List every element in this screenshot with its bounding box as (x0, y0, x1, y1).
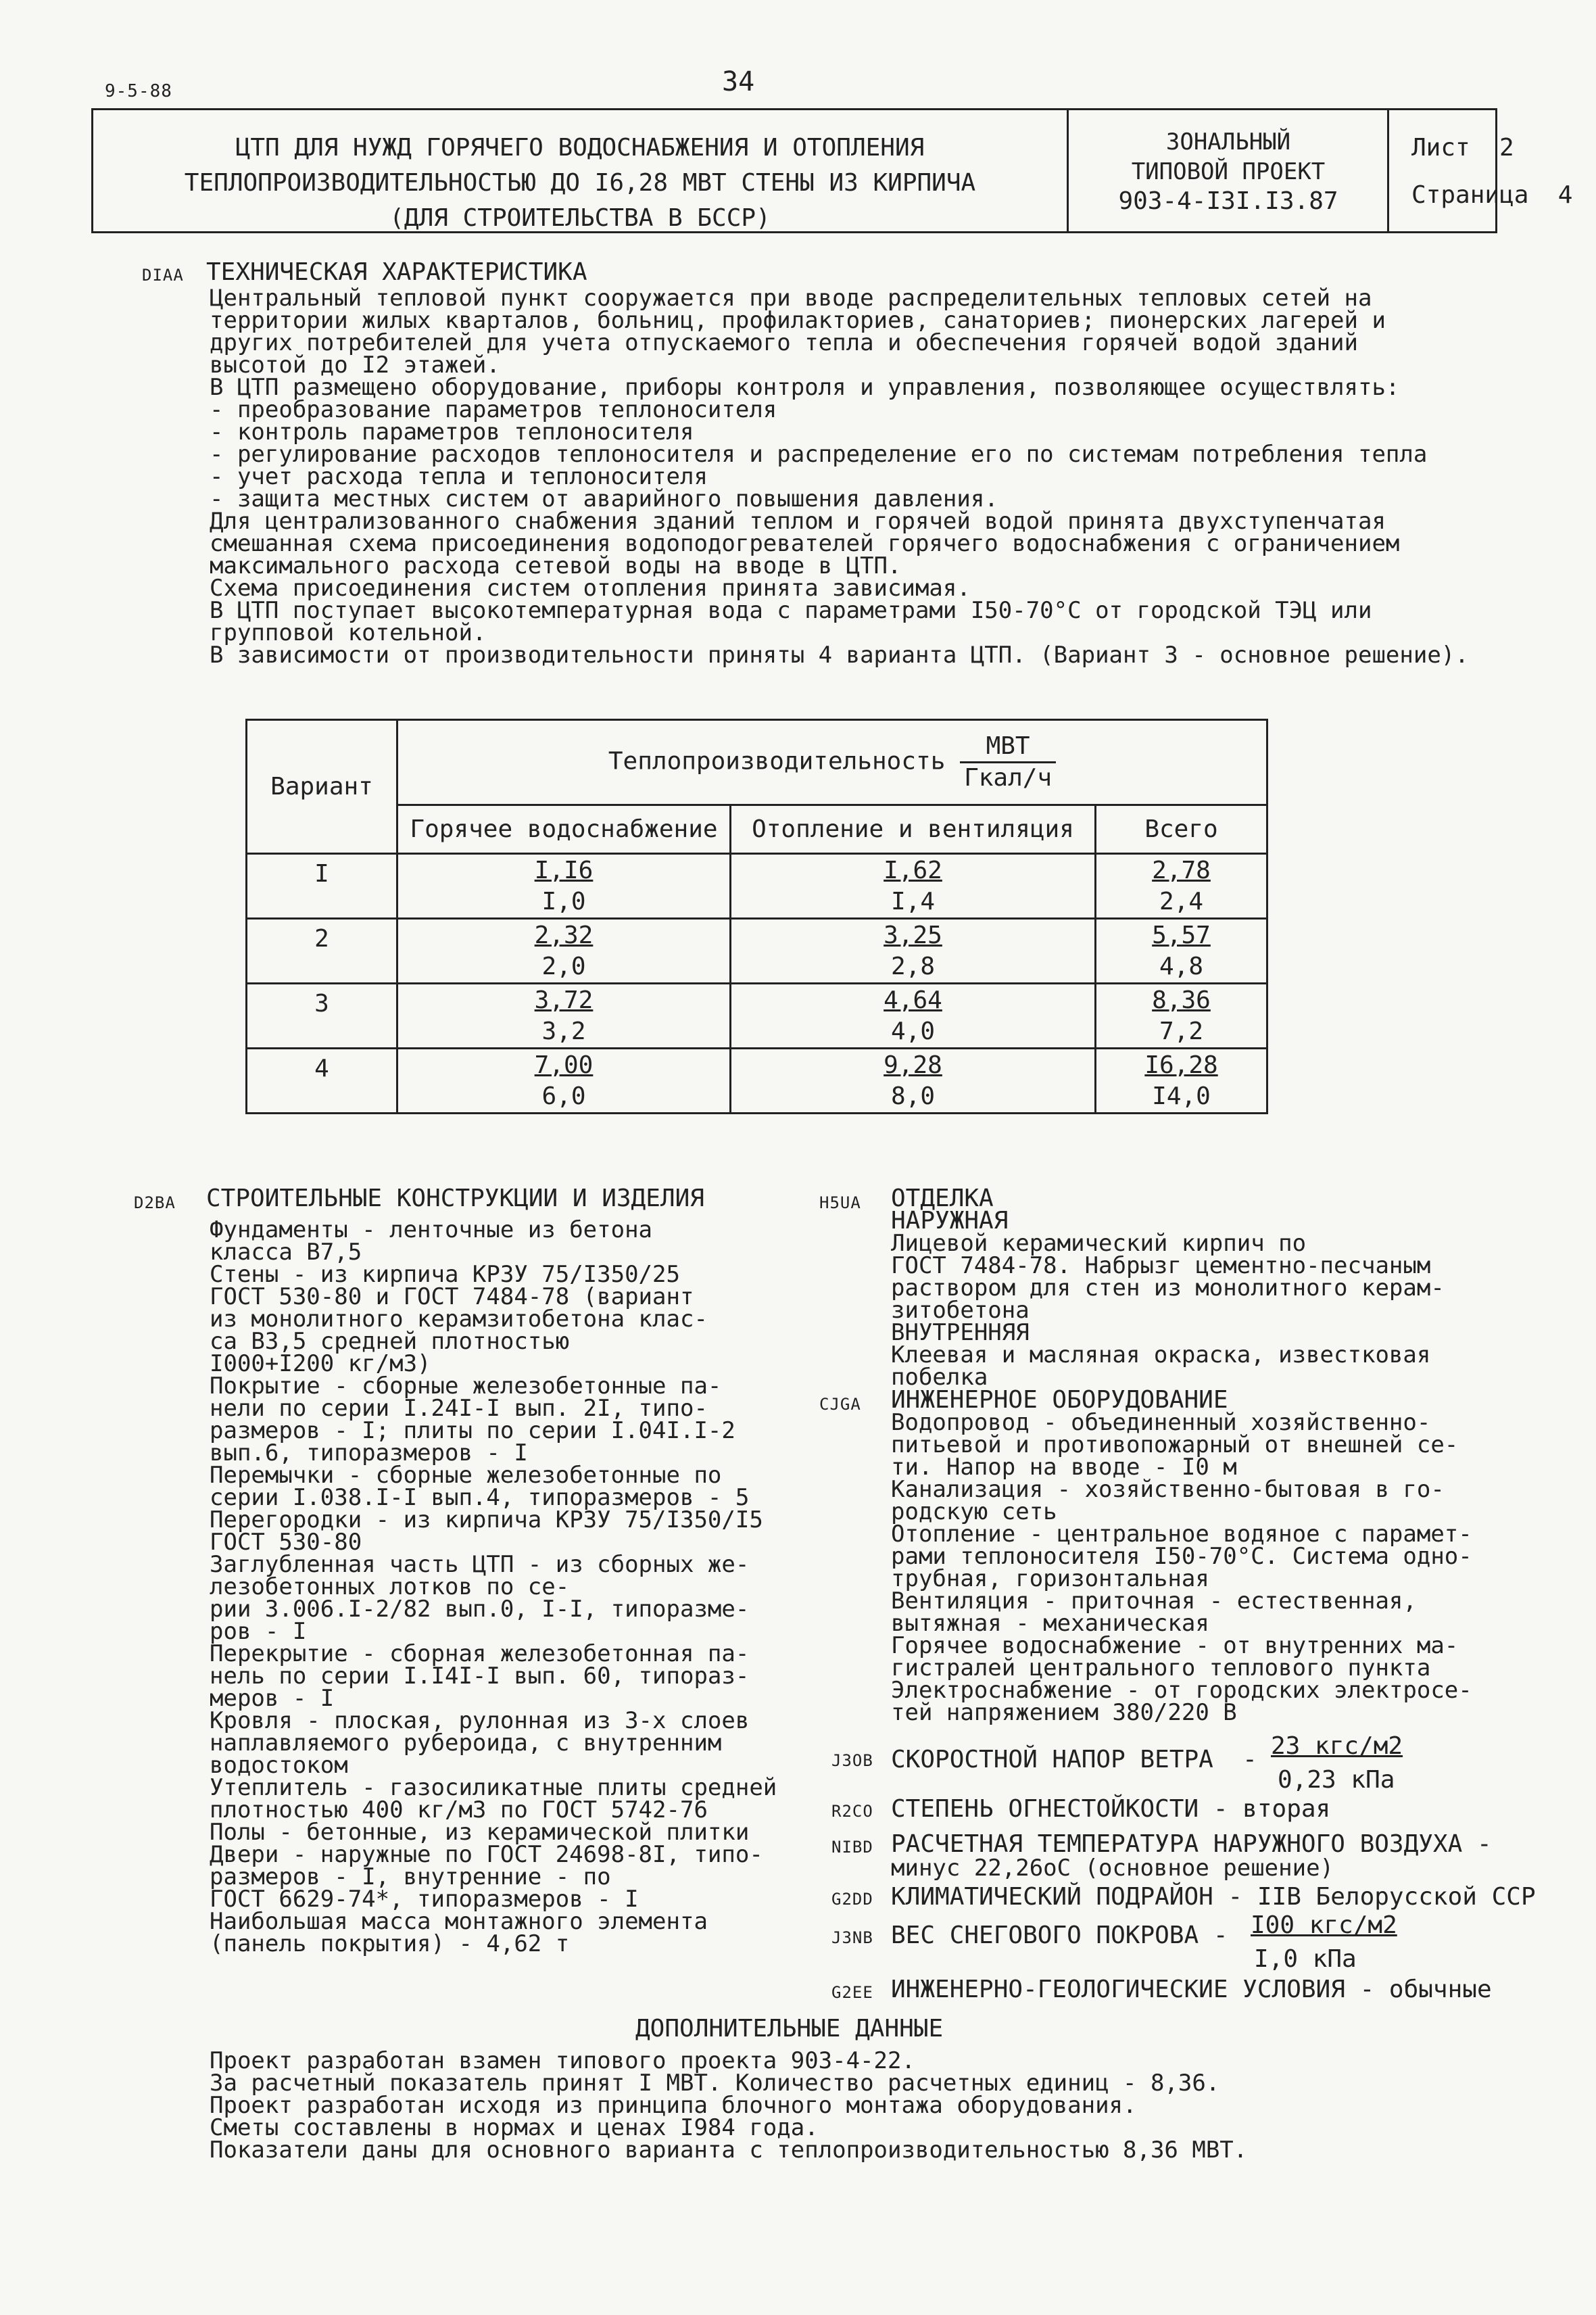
text-line: ти. Напор на вводе - I0 м (891, 1454, 1237, 1481)
text-line: Кровля - плоская, рулонная из 3-х слоев (210, 1707, 750, 1734)
engineering-list (891, 1409, 1472, 1726)
text-line: смешанная схема присоединения водоподогревателей горячего водоснабжения с ограничением (210, 530, 1400, 557)
variant-cell: 4 (247, 1049, 397, 1114)
hw-mw: 2,32 (534, 921, 594, 949)
text-line: В ЦТП размещено оборудование, приборы контроля и управления, позволяющее осуществлять: (210, 374, 1400, 401)
section-code-2: D2BA (134, 1193, 176, 1212)
text-line: из монолитного керамзитобетона клас- (210, 1306, 708, 1333)
hw-mw: 7,00 (534, 1051, 594, 1079)
total-gcal: 7,2 (1159, 1017, 1204, 1045)
text-line: Горячее водоснабжение - от внутренних ма- (891, 1632, 1459, 1659)
total-gcal: 4,8 (1159, 952, 1204, 980)
capacity-table (245, 719, 1268, 1114)
hw-mw: 3,72 (534, 986, 594, 1014)
text-line: Электроснабжение - от городских электросе- (891, 1677, 1472, 1704)
param-wind-bottom: 0,23 кПа (1278, 1766, 1395, 1794)
text-line: Показатели даны для основного варианта с теплопроизводительностью 8,36 МВТ. (210, 2137, 1248, 2164)
text-line: рами теплоносителя I50-70°С. Система одно- (891, 1543, 1472, 1570)
total-cell (1096, 1049, 1267, 1114)
unit-top: МВТ (960, 732, 1056, 763)
title-line-3: (ДЛЯ СТРОИТЕЛЬСТВА В БССР) (389, 204, 771, 232)
text-line: Стены - из кирпича КРЗУ 75/I350/25 (210, 1261, 680, 1288)
param-wind-top: 23 кгс/м2 (1271, 1732, 1403, 1760)
title-block (91, 108, 1573, 233)
param-geo-label: ИНЖЕНЕРНО-ГЕОЛОГИЧЕСКИЕ УСЛОВИЯ - обычные (891, 1976, 1492, 2003)
param-code-climate: G2DD (831, 1890, 873, 1909)
text-line: групповой котельной. (210, 619, 487, 646)
heat-cell (731, 1049, 1096, 1114)
param-snow-bottom: I,0 кПа (1254, 1945, 1357, 1973)
additional-heading: ДОПОЛНИТЕЛЬНЫЕ ДАННЫЕ (635, 2015, 944, 2043)
text-line: Отопление - центральное водяное с парамет- (891, 1521, 1472, 1548)
project-type (1069, 127, 1387, 216)
page-number: 34 (722, 66, 755, 97)
text-line: За расчетный показатель принят I МВТ. Количество расчетных единиц - 8,36. (210, 2070, 1220, 2097)
total-gcal: 2,4 (1159, 887, 1204, 915)
text-line: родскую сеть (891, 1498, 1057, 1525)
text-line: зитобетона (891, 1297, 1030, 1324)
text-line: раствором для стен из монолитного керам- (891, 1274, 1445, 1302)
project-type-line-1: ЗОНАЛЬНЫЙ (1165, 128, 1291, 156)
header-variant: Вариант (247, 720, 397, 854)
total-cell (1096, 854, 1267, 919)
heat-cell (731, 854, 1096, 919)
text-line: других потребителей для учета отпускаемого тепла и обеспечения горячей водой зданий (210, 329, 1358, 356)
col-heating: Отопление и вентиляция (731, 805, 1096, 854)
project-number: 903-4-I3I.I3.87 (1118, 187, 1338, 215)
text-line: рии 3.006.I-2/82 вып.0, I-I, типоразме- (210, 1596, 750, 1623)
text-line: В ЦТП поступает высокотемпературная вода с параметрами I50-70°С от городской ТЭЦ или (210, 597, 1372, 624)
text-line: са В3,5 средней плотностью (210, 1328, 570, 1355)
text-line: - регулирование расходов теплоносителя и распределение его по системам потребления тепла (210, 441, 1428, 468)
text-line: (панель покрытия) - 4,62 т (210, 1930, 570, 1957)
text-line: Сметы составлены в нормах и ценах I984 года. (210, 2114, 819, 2141)
total-mw: 2,78 (1152, 856, 1211, 884)
text-line: Фундаменты - ленточные из бетона (210, 1216, 653, 1243)
param-snow-top: I00 кгс/м2 (1251, 1911, 1397, 1939)
text-line: В зависимости от производительности приняты 4 варианта ЦТП. (Вариант 3 - основное решение). (210, 642, 1469, 669)
variant-cell: 2 (247, 919, 397, 984)
doc-code: 9-5-88 (105, 81, 172, 101)
text-line: Водопровод - объединенный хозяйственно- (891, 1409, 1431, 1436)
page-label: Страница 4 (1411, 181, 1573, 209)
additional-list (210, 2047, 1248, 2164)
text-line: нель по серии I.I4I-I вып. 60, типораз- (210, 1663, 750, 1690)
col-hot-water: Горячее водоснабжение (397, 805, 731, 854)
text-line: ров - I (210, 1618, 307, 1645)
text-line: трубная, горизонтальная (891, 1565, 1209, 1592)
heat-cell (731, 919, 1096, 984)
text-line: I000+I200 кг/м3) (210, 1350, 431, 1377)
param-code-geo: G2EE (831, 1983, 873, 2002)
text-line: Вентиляция - приточная - естественная, (891, 1588, 1417, 1615)
header-capacity (397, 720, 1267, 805)
title-line-1: ЦТП ДЛЯ НУЖД ГОРЯЧЕГО ВОДОСНАБЖЕНИЯ И ОТОПЛЕНИЯ (235, 134, 925, 162)
hw-gcal: 3,2 (541, 1017, 586, 1045)
table-row (247, 1049, 1267, 1114)
text-line: Покрытие - сборные железобетонные па- (210, 1373, 722, 1400)
subheading-exterior: НАРУЖНАЯ (891, 1207, 1009, 1235)
heat-mw: 3,25 (884, 921, 942, 949)
param-climate-label: КЛИМАТИЧЕСКИЙ ПОДРАЙОН - IIВ Белорусской ССР (891, 1883, 1536, 1911)
hw-cell (397, 1049, 731, 1114)
text-line: Лицевой керамический кирпич по (891, 1230, 1307, 1257)
heat-gcal: 4,0 (890, 1017, 936, 1045)
text-line: размеров - I; плиты по серии I.04I.I-2 (210, 1417, 735, 1444)
total-mw: 5,57 (1152, 921, 1211, 949)
heat-mw: I,62 (884, 856, 942, 884)
section-code-3: H5UA (819, 1193, 861, 1212)
sheet-label: Лист 2 (1411, 134, 1514, 162)
param-wind-label: СКОРОСТНОЙ НАПОР ВЕТРА - (891, 1746, 1257, 1773)
param-code-temp: NIBD (831, 1838, 873, 1857)
text-line: Проект разработан исходя из принципа блочного монтажа оборудования. (210, 2092, 1137, 2119)
hw-cell (397, 854, 731, 919)
text-line: Проект разработан взамен типового проекта 903-4-22. (210, 2047, 915, 2074)
text-line: размеров - I, внутренние - по (210, 1863, 611, 1890)
heat-gcal: I,4 (890, 887, 936, 915)
unit-bottom: Гкал/ч (964, 764, 1053, 792)
text-line: питьевой и противопожарный от внешней се- (891, 1431, 1459, 1458)
project-type-line-2: ТИПОВОЙ ПРОЕКТ (1131, 158, 1326, 185)
text-line: тей напряжением 380/220 В (891, 1699, 1237, 1726)
text-line: ВНУТРЕННЯЯ (891, 1319, 1030, 1346)
heat-gcal: 2,8 (890, 952, 936, 980)
text-line: наплавляемого рубероида, с внутренним (210, 1729, 722, 1757)
hw-mw: I,I6 (534, 856, 594, 884)
text-line: - контроль параметров теплоносителя (210, 419, 694, 446)
text-line: Перемычки - сборные железобетонные по (210, 1462, 722, 1489)
param-code-fire: R2CO (831, 1802, 873, 1821)
text-line: Канализация - хозяйственно-бытовая в го- (891, 1476, 1445, 1503)
text-line: Центральный тепловой пункт сооружается при вводе распределительных тепловых сетей на (210, 285, 1372, 312)
text-line: ГОСТ 6629-74*, типоразмеров - I (210, 1886, 639, 1913)
heat-mw: 4,64 (884, 986, 942, 1014)
text-line: Заглубленная часть ЦТП - из сборных же- (210, 1551, 750, 1578)
text-line: Утеплитель - газосиликатные плиты средней (210, 1774, 777, 1801)
text-line: вытяжная - механическая (891, 1610, 1209, 1637)
total-mw: 8,36 (1152, 986, 1211, 1014)
finishing-list (891, 1230, 1445, 1391)
unit-fraction (960, 732, 1056, 793)
heat-gcal: 8,0 (890, 1082, 936, 1110)
text-line: - защита местных систем от аварийного повышения давления. (210, 485, 998, 512)
text-line: лезобетонных лотков по се- (210, 1573, 570, 1600)
total-mw: I6,28 (1144, 1051, 1218, 1079)
param-code-wind: J3OB (831, 1751, 873, 1770)
text-line: - учет расхода тепла и теплоносителя (210, 463, 708, 490)
total-cell (1096, 984, 1267, 1049)
hw-gcal: I,0 (541, 887, 586, 915)
text-line: серии I.038.I-I вып.4, типоразмеров - 5 (210, 1484, 750, 1511)
param-temp-extra: минус 22,26оС (основное решение) (891, 1855, 1334, 1882)
heat-cell (731, 984, 1096, 1049)
title-line-2: ТЕПЛОПРОИЗВОДИТЕЛЬНОСТЬЮ ДО I6,28 МВТ СТЕНЫ ИЗ КИРПИЧА (184, 169, 976, 197)
total-cell (1096, 919, 1267, 984)
variant-cell: I (247, 854, 397, 919)
text-line: Для централизованного снабжения зданий теплом и горячей водой принята двухступенчатая (210, 508, 1386, 535)
title-text (93, 130, 1067, 236)
section-heading-technical: ТЕХНИЧЕСКАЯ ХАРАКТЕРИСТИКА (206, 258, 587, 286)
text-line: класса В7,5 (210, 1239, 362, 1266)
text-line: ГОСТ 7484-78. Набрызг цементно-песчаным (891, 1252, 1431, 1279)
text-line: высотой до I2 этажей. (210, 352, 500, 379)
param-code-snow: J3NB (831, 1928, 873, 1947)
text-line: меров - I (210, 1685, 335, 1712)
table-row (247, 854, 1267, 919)
text-line: Двери - наружные по ГОСТ 24698-8I, типо- (210, 1841, 763, 1868)
heat-mw: 9,28 (884, 1051, 942, 1079)
hw-gcal: 6,0 (541, 1082, 586, 1110)
text-line: - преобразование параметров теплоносителя (210, 396, 777, 423)
section-heading-engineering: ИНЖЕНЕРНОЕ ОБОРУДОВАНИЕ (891, 1386, 1228, 1414)
param-temp-label: РАСЧЕТНАЯ ТЕМПЕРАТУРА НАРУЖНОГО ВОЗДУХА - (891, 1830, 1492, 1858)
text-line: ГОСТ 530-80 (210, 1529, 362, 1556)
table-row (247, 984, 1267, 1049)
section-code-1: DIAA (142, 266, 184, 285)
text-line: максимального расхода сетевой воды на вводе в ЦТП. (210, 552, 902, 579)
param-fire-label: СТЕПЕНЬ ОГНЕСТОЙКОСТИ - вторая (891, 1795, 1331, 1823)
text-line: плотностью 400 кг/м3 по ГОСТ 5742-76 (210, 1796, 708, 1823)
section-heading-finishing: ОТДЕЛКА (891, 1185, 994, 1212)
section-heading-construction: СТРОИТЕЛЬНЫЕ КОНСТРУКЦИИ И ИЗДЕЛИЯ (206, 1185, 704, 1212)
text-line: вып.6, типоразмеров - I (210, 1439, 528, 1466)
text-line: побелка (891, 1364, 988, 1391)
hw-gcal: 2,0 (541, 952, 586, 980)
construction-list (210, 1216, 777, 1957)
table-row (247, 919, 1267, 984)
header-capacity-label: Теплопроизводительность (608, 747, 946, 775)
text-line: гистралей центрального теплового пункта (891, 1654, 1431, 1681)
section-code-4: CJGA (819, 1395, 861, 1414)
variant-cell: 3 (247, 984, 397, 1049)
text-line: территории жилых кварталов, больниц, профилакториев, санаториев; пионерских лагерей и (210, 307, 1386, 334)
text-line: нели по серии I.24I-I вып. 2I, типо- (210, 1395, 708, 1422)
col-total: Всего (1096, 805, 1267, 854)
param-snow-label: ВЕС СНЕГОВОГО ПОКРОВА - (891, 1922, 1228, 1949)
total-gcal: I4,0 (1152, 1082, 1211, 1110)
text-line: Наибольшая масса монтажного элемента (210, 1908, 708, 1935)
text-line: ГОСТ 530-80 и ГОСТ 7484-78 (вариант (210, 1283, 694, 1310)
text-line: Схема присоединения систем отопления принята зависимая. (210, 575, 971, 602)
text-line: Перегородки - из кирпича КРЗУ 75/I350/I5 (210, 1506, 763, 1533)
text-line: Клеевая и масляная окраска, известковая (891, 1341, 1431, 1368)
technical-description (210, 287, 1469, 667)
text-line: Перекрытие - сборная железобетонная па- (210, 1640, 750, 1667)
hw-cell (397, 984, 731, 1049)
text-line: водостоком (210, 1752, 348, 1779)
text-line: Полы - бетонные, из керамической плитки (210, 1819, 750, 1846)
hw-cell (397, 919, 731, 984)
